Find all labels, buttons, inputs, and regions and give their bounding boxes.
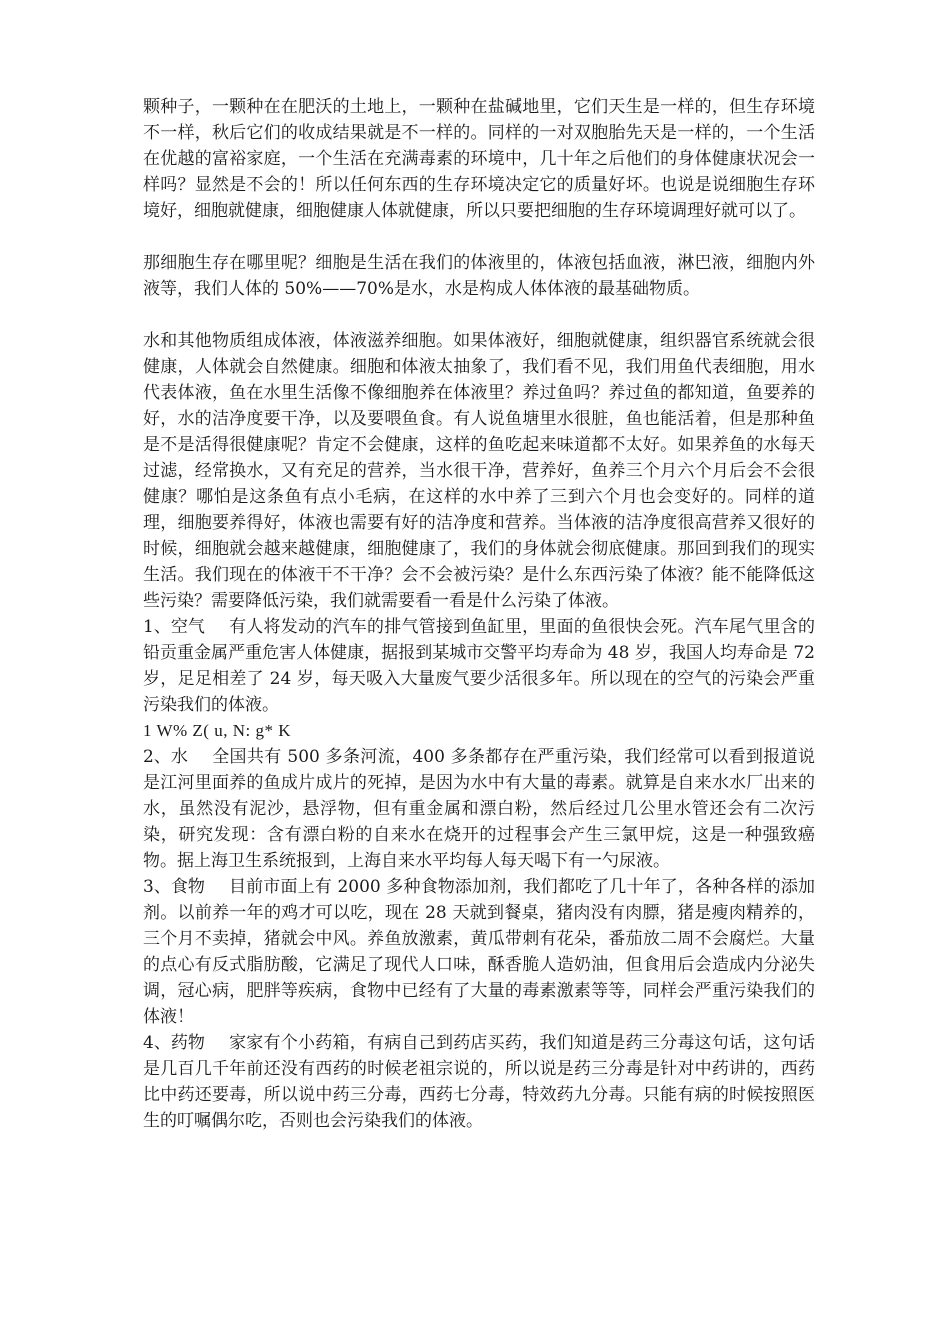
section-food-text: 目前市面上有 2000 多种食物添加剂，我们都吃了几十年了，各种各样的添加剂。以前养一年的鸡才可以吃，现在 28 天就到餐桌，猪肉没有肉膘，猪是瘦肉精养的，三个月不卖掉，猪就会中风。养鱼放激素，黄瓜带刺有花朵，番茄放二周不会腐烂。大量的点心有反式脂肪酸，它满足了现代人口味，酥香脆人造奶油，但食用后会造成内分泌失调，冠心病，肥胖等疾病，食物中已经有了大量的毒素激素等等，同样会严重污染我们的体液！: [143, 877, 815, 1027]
section-water-text: 全国共有 500 多条河流，400 多条都存在严重污染，我们经常可以看到报道说是江河里面养的鱼成片成片的死掉，是因为水中有大量的毒素。就算是自来水水厂出来的水，虽然没有泥沙，悬浮物，但有重金属和漂白粉，然后经过几公里水管还会有二次污染，研究发现：含有漂白粉的自来水在烧开的过程事会产生三氯甲烷，这是一种强致癌物。据上海卫生系统报到，上海自来水平均每人每天喝下有一勺尿液。: [143, 747, 815, 871]
document-page: [143, 94, 815, 1134]
garbled-line: 1 W% Z( u, N: g* K: [143, 721, 291, 740]
paragraph-seeds: 颗种子，一颗种在在肥沃的土地上，一颗种在盐碱地里，它们天生是一样的，但生存环境不一样，秋后它们的收成结果就是不一样的。同样的一对双胞胎先天是一样的，一个生活在优越的富裕家庭，一个生活在充满毒素的环境中，几十年之后他们的身体健康状况会一样吗？显然是不会的！所以任何东西的生存环境决定它的质量好坏。也说是说细胞生存环境好，细胞就健康，细胞健康人体就健康，所以只要把细胞的生存环境调理好就可以了。: [143, 97, 815, 221]
section-medicine-text: 家家有个小药箱，有病自己到药店买药，我们知道是药三分毒这句话，这句话是几百几千年前还没有西药的时候老祖宗说的，所以说是药三分毒是针对中药讲的，西药比中药还要毒，所以说中药三分毒，西药七分毒，特效药九分毒。只能有病的时候按照医生的叮嘱偶尔吃，否则也会污染我们的体液。: [143, 1033, 815, 1131]
section-air-label: 1、空气: [143, 617, 205, 637]
section-food-label: 3、食物: [143, 877, 205, 897]
section-medicine: [143, 1030, 815, 1134]
paragraph-gap: [143, 224, 815, 250]
paragraph-body-fluid: 那细胞生存在哪里呢？细胞是生活在我们的体液里的，体液包括血液，淋巴液，细胞内外液等，我们人体的 50%——70%是水，水是构成人体体液的最基础物质。: [143, 253, 815, 299]
section-food: [143, 874, 815, 1030]
paragraph-gap: [143, 302, 815, 328]
section-water: [143, 744, 815, 874]
section-water-label: 2、水: [143, 747, 188, 767]
section-air: [143, 614, 815, 718]
section-air-text: 有人将发动的汽车的排气管接到鱼缸里，里面的鱼很快会死。汽车尾气里含的铅贡重金属严重危害人体健康，据报到某城市交警平均寿命为 48 岁，我国人均寿命是 72 岁，足足相差了 24 岁，每天吸入大量废气要少活很多年。所以现在的空气的污染会严重污染我们的体液。: [143, 617, 815, 715]
section-medicine-label: 4、药物: [143, 1033, 205, 1053]
paragraph-fish-analogy: 水和其他物质组成体液，体液滋养细胞。如果体液好，细胞就健康，组织器官系统就会很健康，人体就会自然健康。细胞和体液太抽象了，我们看不见，我们用鱼代表细胞，用水代表体液，鱼在水里生活像不像细胞养在体液里？养过鱼吗？养过鱼的都知道，鱼要养的好，水的洁净度要干净，以及要喂鱼食。有人说鱼塘里水很脏，鱼也能活着，但是那种鱼是不是活得很健康呢？肯定不会健康，这样的鱼吃起来味道都不太好。如果养鱼的水每天过滤，经常换水，又有充足的营养，当水很干净，营养好，鱼养三个月六个月后会不会很健康？哪怕是这条鱼有点小毛病，在这样的水中养了三到六个月也会变好的。同样的道理，细胞要养得好，体液也需要有好的洁净度和营养。当体液的洁净度很高营养又很好的时候，细胞就会越来越健康，细胞健康了，我们的身体就会彻底健康。那回到我们的现实生活。我们现在的体液干不干净？会不会被污染？是什么东西污染了体液？能不能降低这些污染？需要降低污染，我们就需要看一看是什么污染了体液。: [143, 331, 815, 611]
